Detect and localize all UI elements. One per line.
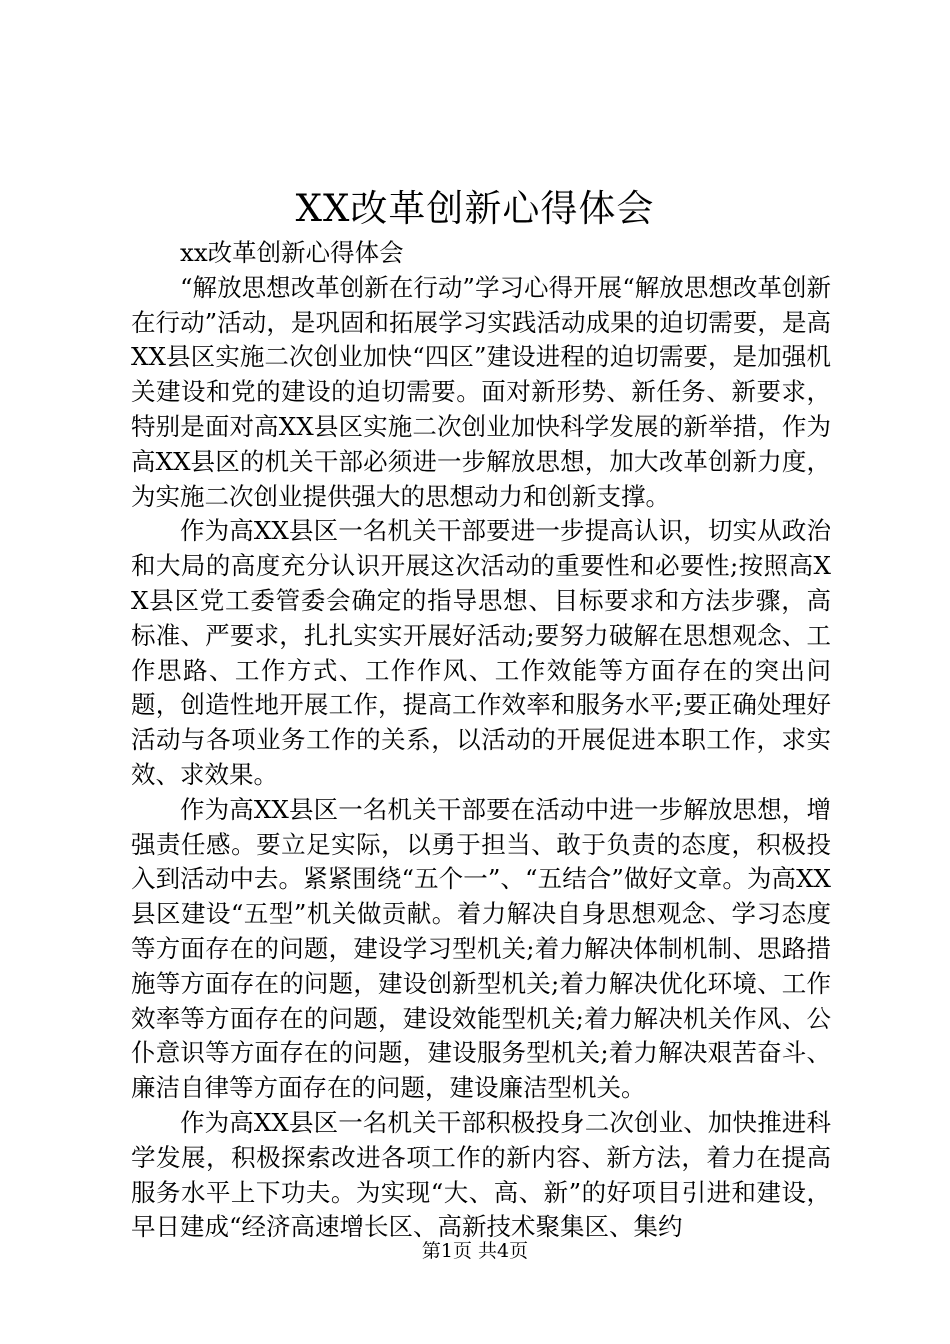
document-title: XX改革创新心得体会 — [295, 187, 655, 230]
paragraph-1: “解放思想改革创新在行动”学习心得开展“解放思想改革创新在行动”活动，是巩固和拓展学习实践活动成果的迫切需要，是高XX县区实施二次创业加快“四区”建设进程的迫切需要，是加强机关建设和党的建设的迫切需要。面对新形势、新任务、新要求，特别是面对高XX县区实施二次创业加快科学发展的新举措，作为高XX县区的机关干部必须进一步解放思想，加大改革创新力度，为实施二次创业提供强大的思想动力和创新支撑。 — [131, 272, 831, 511]
page-number-footer: 第1页 共4页 — [421, 1240, 529, 1262]
paragraph-2: 作为高XX县区一名机关干部要进一步提高认识，切实从政治和大局的高度充分认识开展这次活动的重要性和必要性;按照高XX县区党工委管委会确定的指导思想、目标要求和方法步骤，高标准、严要求，扎扎实实开展好活动;要努力破解在思想观念、工作思路、工作方式、工作作风、工作效能等方面存在的突出问题，创造性地开展工作，提高工作效率和服务水平;要正确处理好活动与各项业务工作的关系，以活动的开展促进本职工作，求实效、求效果。 — [131, 516, 831, 789]
paragraph-4: 作为高XX县区一名机关干部积极投身二次创业、加快推进科学发展，积极探索改进各项工作的新内容、新方法，着力在提高服务水平上下功夫。为实现“大、高、新”的好项目引进和建设，早日建成“经济高速增长区、高新技术聚集区、集约 — [131, 1107, 831, 1242]
paragraph-3: 作为高XX县区一名机关干部要在活动中进一步解放思想，增强责任感。要立足实际，以勇于担当、敢于负责的态度，积极投入到活动中去。紧紧围绕“五个一”、“五结合”做好文章。为高XX县区建设“五型”机关做贡献。着力解决自身思想观念、学习态度等方面存在的问题，建设学习型机关;着力解决体制机制、思路措施等方面存在的问题，建设创新型机关;着力解决优化环境、工作效率等方面存在的问题，建设效能型机关;着力解决机关作风、公仆意识等方面存在的问题，建设服务型机关;着力解决艰苦奋斗、廉洁自律等方面存在的问题，建设廉洁型机关。 — [131, 794, 831, 1103]
document-body — [131, 236, 831, 1245]
document-subtitle: xx改革创新心得体会 — [180, 238, 404, 267]
